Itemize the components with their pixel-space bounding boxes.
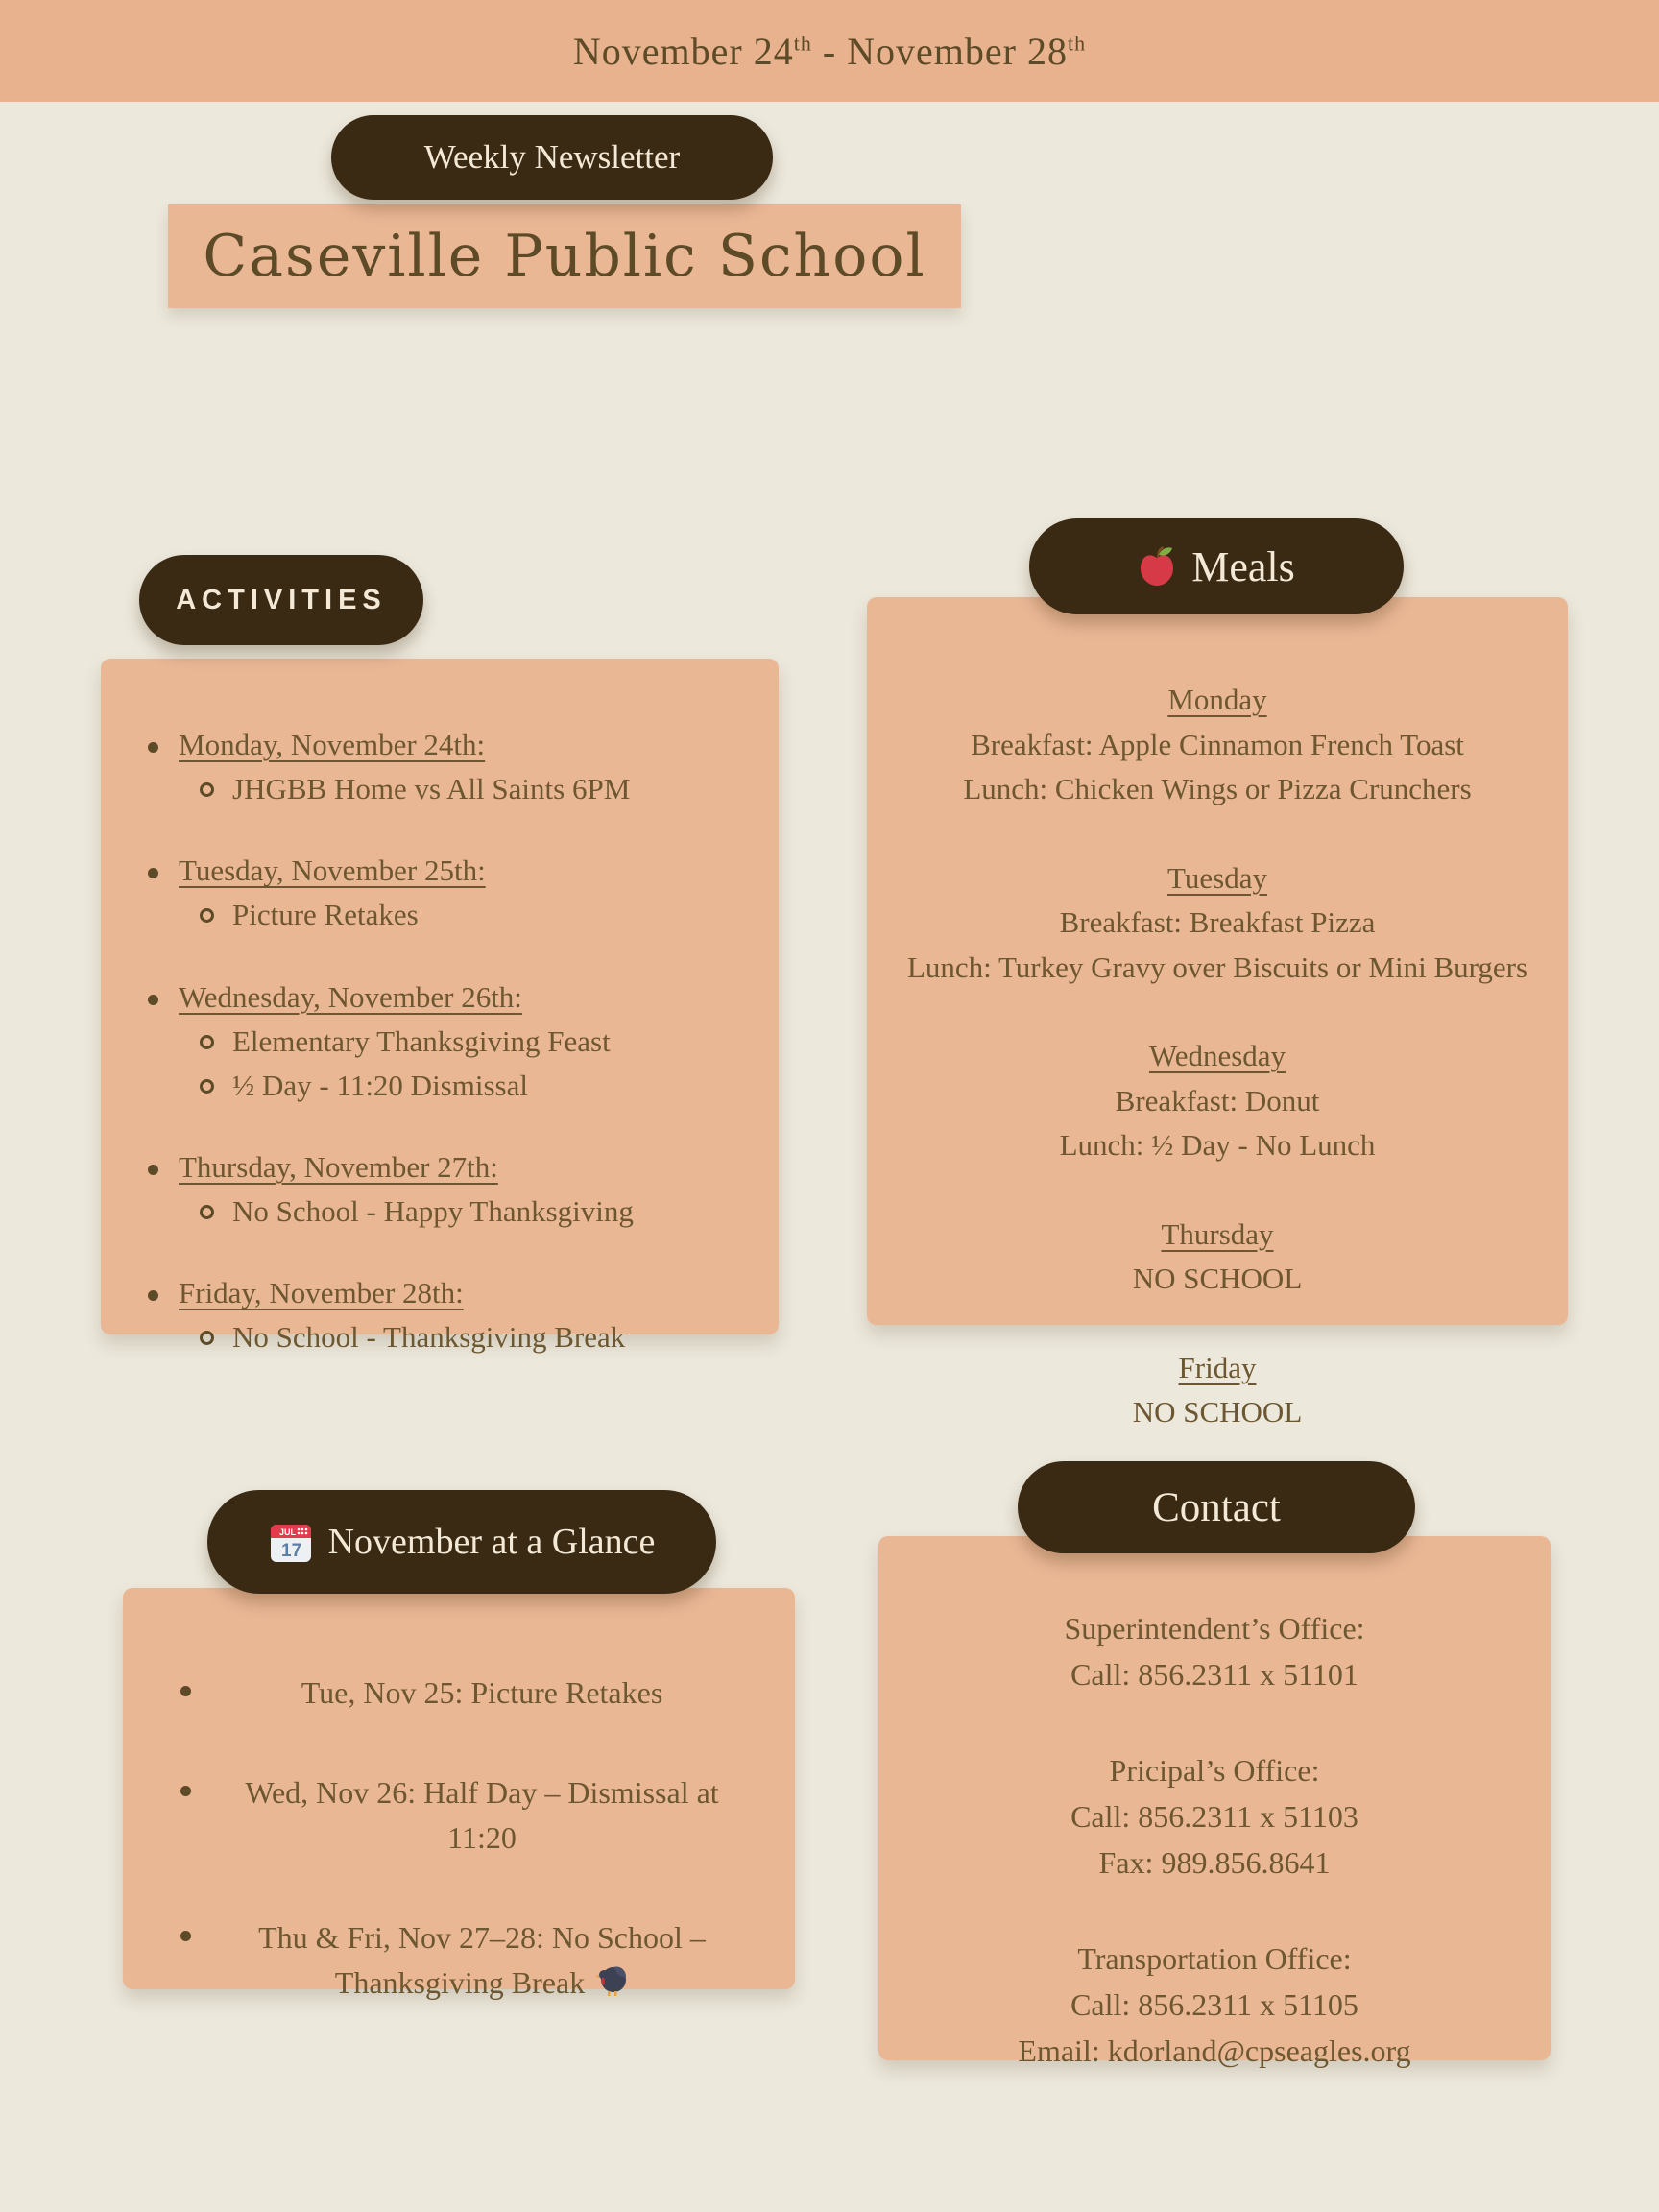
glance-panel xyxy=(123,1588,795,2000)
activity-day: Tuesday, November 25th: xyxy=(179,854,486,888)
activity-detail: Picture Retakes xyxy=(198,896,756,934)
contact-panel xyxy=(878,1536,1551,2068)
activity-item xyxy=(144,1150,756,1231)
svg-text:JUL: JUL xyxy=(278,1527,296,1537)
meal-line: Lunch: ½ Day - No Lunch xyxy=(1059,1128,1376,1162)
activity-detail: No School - Thanksgiving Break xyxy=(198,1318,756,1357)
meals-title: Meals xyxy=(1191,542,1295,590)
activity-item xyxy=(144,1276,756,1357)
school-name: Caseville Public School xyxy=(203,223,926,290)
meals-panel xyxy=(867,597,1568,1429)
meal-day-block xyxy=(892,856,1543,991)
activity-details xyxy=(179,896,756,934)
meal-day-block xyxy=(892,678,1543,812)
activity-detail: No School - Happy Thanksgiving xyxy=(198,1192,756,1231)
activity-detail: JHGBB Home vs All Saints 6PM xyxy=(198,770,756,808)
svg-text:17: 17 xyxy=(280,1541,301,1561)
meal-line: NO SCHOOL xyxy=(1132,1395,1303,1429)
meal-day-name: Wednesday xyxy=(1148,1039,1286,1072)
meals-pill xyxy=(1029,518,1404,614)
date-banner xyxy=(0,0,1659,102)
weekly-newsletter-label: Weekly Newsletter xyxy=(423,138,681,176)
calendar-icon xyxy=(269,1520,313,1564)
glance-item-text: Wed, Nov 26: Half Day – Dismissal at 11:20 xyxy=(245,1775,719,1855)
glance-title: November at a Glance xyxy=(327,1522,656,1562)
activity-details xyxy=(179,1192,756,1231)
date-range xyxy=(573,29,1086,74)
meal-day-block xyxy=(892,1213,1543,1302)
activities-panel xyxy=(101,659,779,1355)
contact-office-name: Pricipal’s Office: xyxy=(1109,1753,1320,1788)
turkey-icon xyxy=(594,1962,629,2008)
activity-item xyxy=(144,854,756,934)
activities-pill xyxy=(139,555,423,645)
meal-day-block xyxy=(892,1346,1543,1435)
meal-day-name: Tuesday xyxy=(1167,860,1267,895)
activity-day: Thursday, November 27th: xyxy=(179,1150,498,1185)
activity-details xyxy=(179,1318,756,1357)
meal-day-block xyxy=(892,1034,1543,1168)
activity-details xyxy=(179,1022,756,1106)
activity-item xyxy=(144,980,756,1106)
meal-line: Lunch: Chicken Wings or Pizza Crunchers xyxy=(963,772,1472,805)
meal-day-name: Monday xyxy=(1167,683,1267,716)
contact-line: Call: 856.2311 x 51101 xyxy=(1070,1657,1358,1692)
contact-office-name: Transportation Office: xyxy=(1077,1941,1352,1976)
contact-section xyxy=(902,1747,1527,1886)
meal-line: Breakfast: Breakfast Pizza xyxy=(1059,905,1376,939)
activity-detail: Elementary Thanksgiving Feast xyxy=(198,1022,756,1061)
glance-item-text: Tue, Nov 25: Picture Retakes xyxy=(301,1675,663,1710)
activities-title: ACTIVITIES xyxy=(176,584,387,615)
contact-line: Call: 856.2311 x 51105 xyxy=(1070,1987,1358,2022)
date-start: November 24 xyxy=(572,29,794,73)
contact-line: Email: kdorland@cpseagles.org xyxy=(1018,2033,1411,2068)
contact-title: Contact xyxy=(1152,1484,1281,1530)
meal-line: Breakfast: Donut xyxy=(1115,1083,1320,1118)
contact-section xyxy=(902,1605,1527,1697)
contact-section xyxy=(902,1936,1527,2074)
contact-pill xyxy=(1018,1461,1415,1553)
glance-item-text: Thu & Fri, Nov 27–28: No School – Thanksgiving Break xyxy=(258,1920,706,2000)
activity-day: Monday, November 24th: xyxy=(179,728,486,761)
meal-line: Breakfast: Apple Cinnamon French Toast xyxy=(971,727,1464,761)
activity-day: Wednesday, November 26th: xyxy=(179,979,522,1014)
date-end: - November 28 xyxy=(811,29,1068,73)
glance-item xyxy=(152,1915,766,2008)
meal-line: NO SCHOOL xyxy=(1132,1262,1303,1295)
meal-day-name: Thursday xyxy=(1161,1216,1274,1251)
weekly-newsletter-pill xyxy=(331,115,773,200)
school-title-box xyxy=(168,204,961,308)
glance-list xyxy=(152,1671,766,2008)
date-end-suffix: th xyxy=(1067,31,1087,56)
apple-icon xyxy=(1138,545,1176,588)
meal-day-name: Friday xyxy=(1178,1350,1257,1384)
meal-line: Lunch: Turkey Gravy over Biscuits or Mini Burgers xyxy=(906,950,1528,984)
activity-detail: ½ Day - 11:20 Dismissal xyxy=(198,1067,756,1105)
contact-line: Call: 856.2311 x 51103 xyxy=(1070,1799,1358,1834)
activity-item xyxy=(144,728,756,808)
glance-item xyxy=(152,1770,766,1860)
activities-list xyxy=(144,728,756,1358)
activity-details xyxy=(179,770,756,808)
contact-office-name: Superintendent’s Office: xyxy=(1064,1611,1365,1646)
glance-pill xyxy=(207,1490,716,1594)
contact-line: Fax: 989.856.8641 xyxy=(1098,1845,1331,1880)
date-start-suffix: th xyxy=(793,31,812,56)
activity-day: Friday, November 28th: xyxy=(179,1276,464,1310)
glance-item xyxy=(152,1671,766,1715)
